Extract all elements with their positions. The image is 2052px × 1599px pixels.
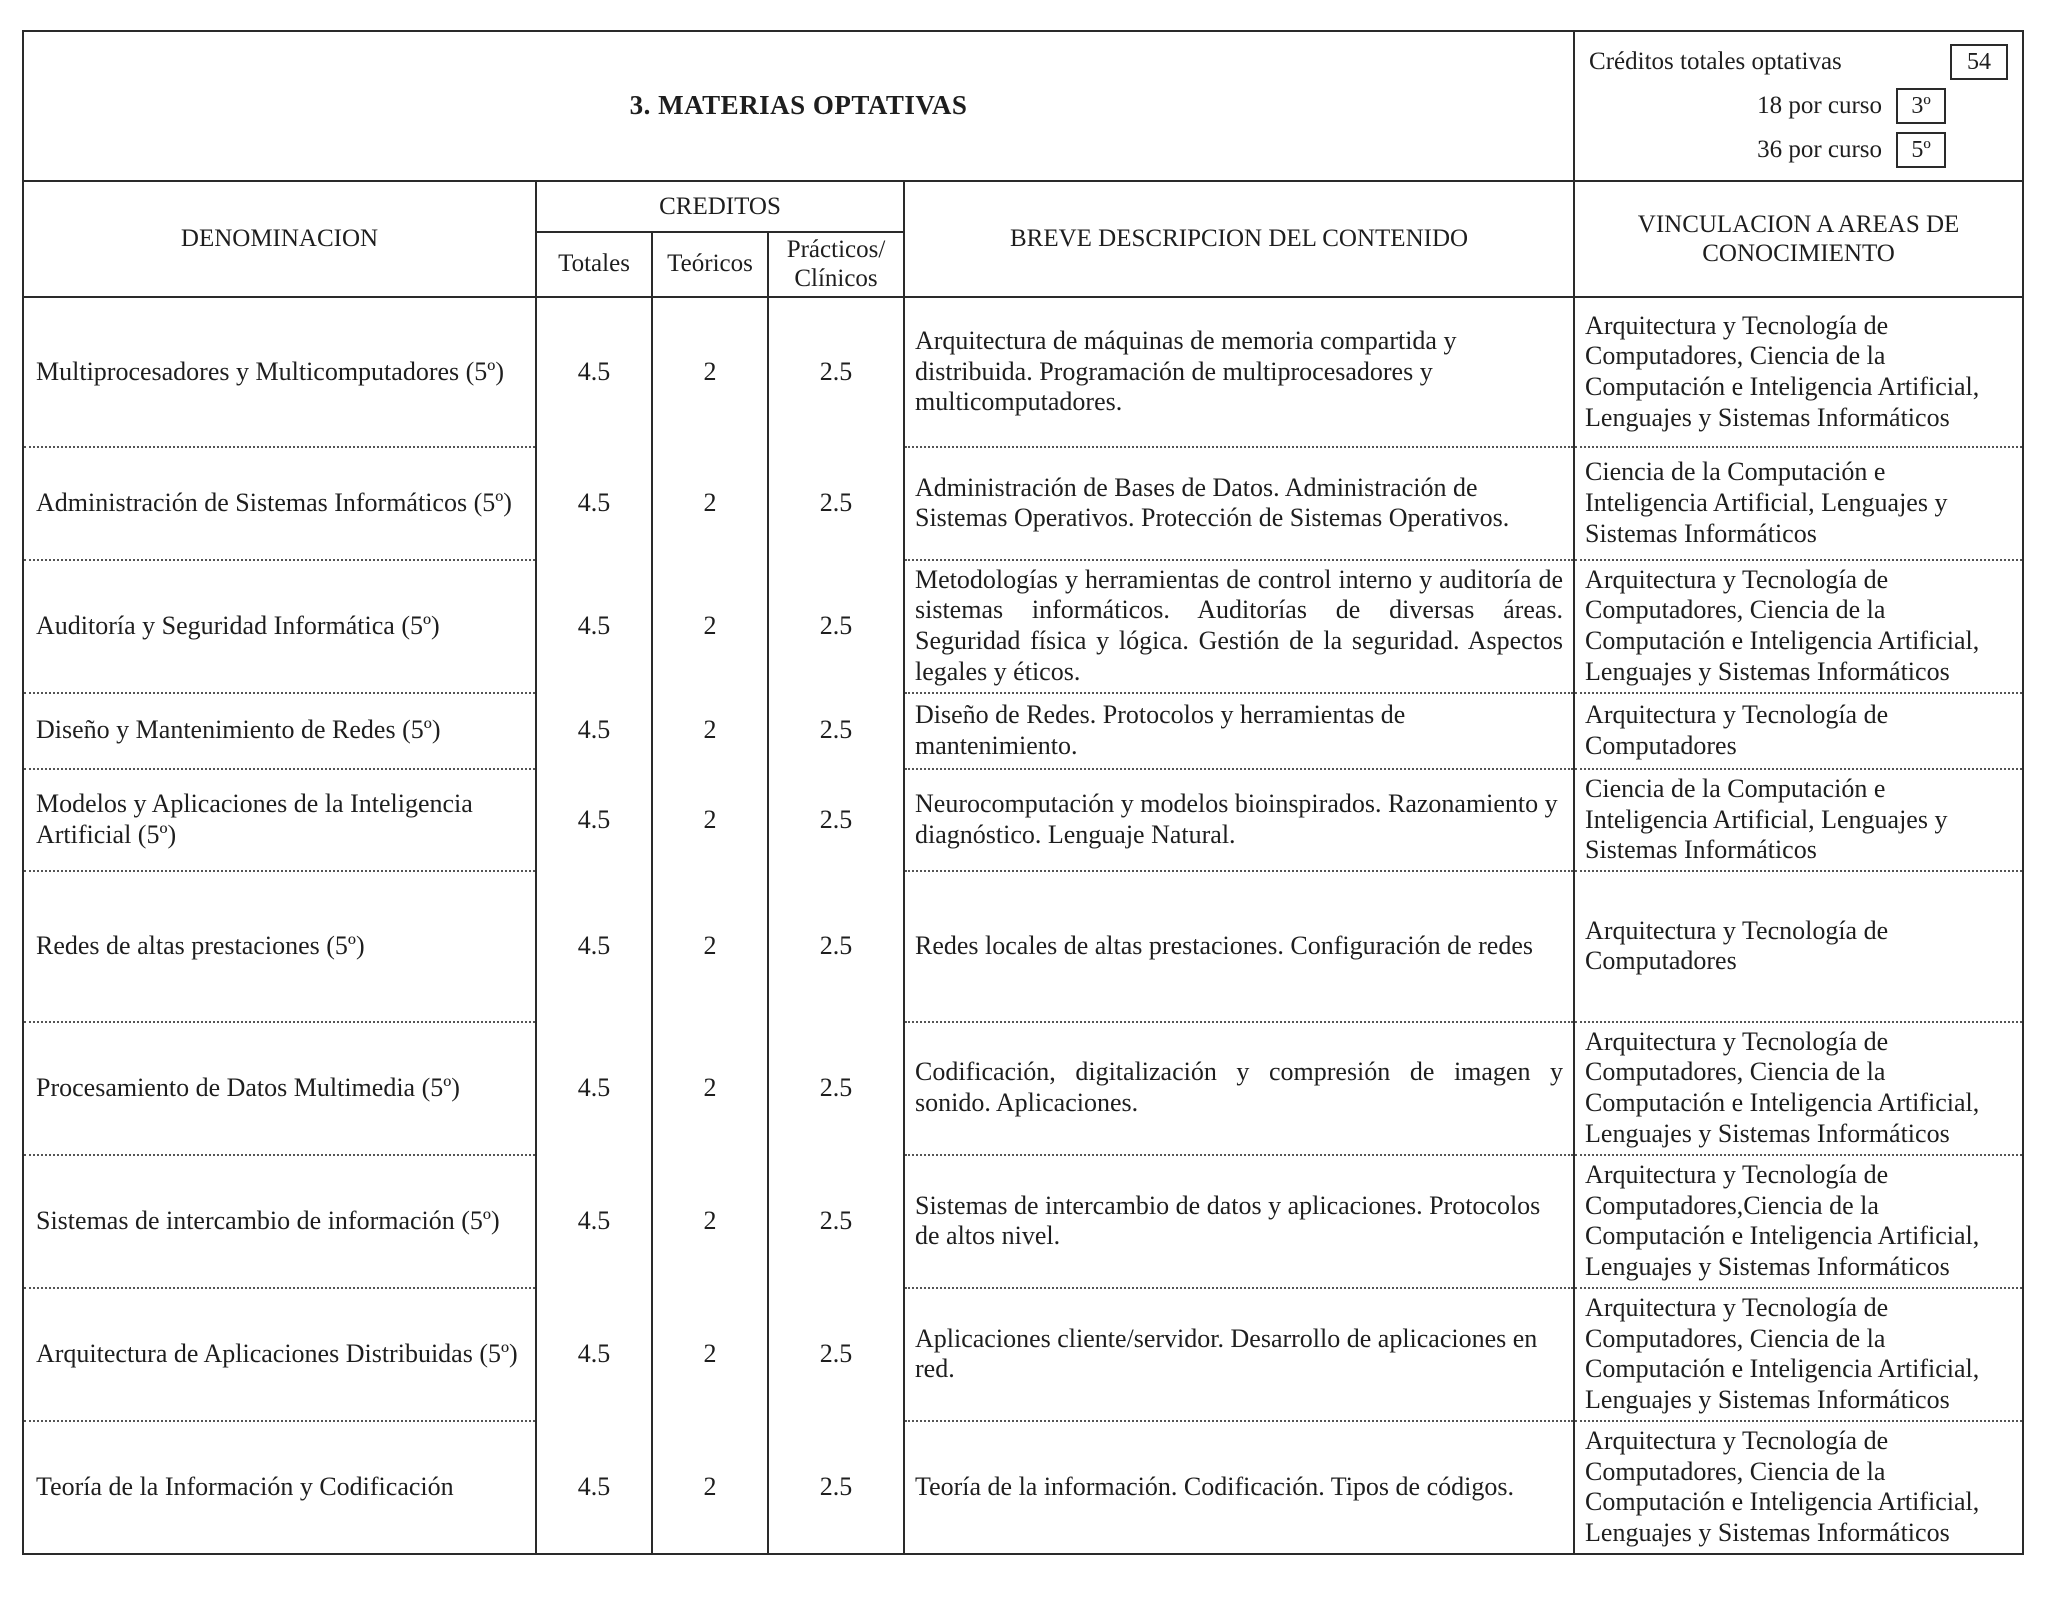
credits-totales: 4.5 [536, 1421, 652, 1554]
subject-description: Diseño de Redes. Protocolos y herramientas de mantenimiento. [904, 693, 1574, 769]
subject-description: Codificación, digitalización y compresión de imagen y sonido. Aplicaciones. [904, 1022, 1574, 1155]
subject-description: Teoría de la información. Codificación. Tipos de códigos. [904, 1421, 1574, 1554]
credits-total-label: Créditos totales optativas [1589, 48, 1842, 76]
credits-practicos: 2.5 [768, 1288, 904, 1421]
credits-totales: 4.5 [536, 871, 652, 1021]
knowledge-areas: Arquitectura y Tecnología de Computadores [1574, 871, 2023, 1021]
table-row [23, 871, 2023, 1021]
credits-practicos: 2.5 [768, 769, 904, 871]
table-row [23, 1022, 2023, 1155]
credits-totales: 4.5 [536, 1288, 652, 1421]
table-row [23, 693, 2023, 769]
subject-name: Administración de Sistemas Informáticos (5º) [23, 447, 536, 559]
subject-name: Diseño y Mantenimiento de Redes (5º) [23, 693, 536, 769]
table-row [23, 769, 2023, 871]
header-denominacion: DENOMINACION [23, 181, 536, 296]
knowledge-areas: Ciencia de la Computación e Inteligencia Artificial, Lenguajes y Sistemas Informáticos [1574, 769, 2023, 871]
credits-teoricos: 2 [652, 871, 768, 1021]
subject-name: Teoría de la Información y Codificación [23, 1421, 536, 1554]
credits-total-value: 54 [1950, 44, 2008, 80]
credits-line-course: 5º [1896, 132, 1946, 168]
subject-description: Arquitectura de máquinas de memoria compartida y distribuida. Programación de multiprocesadores y multicomputadores. [904, 297, 1574, 447]
knowledge-areas: Arquitectura y Tecnología de Computadores, Ciencia de la Computación e Inteligencia Artificial, Lenguajes y Sistemas Informáticos [1574, 1421, 2023, 1554]
credits-practicos: 2.5 [768, 297, 904, 447]
header-descripcion: BREVE DESCRIPCION DEL CONTENIDO [904, 181, 1574, 296]
subject-description: Neurocomputación y modelos bioinspirados. Razonamiento y diagnóstico. Lenguaje Natural. [904, 769, 1574, 871]
header-totales: Totales [536, 232, 652, 297]
credits-line-5 [1589, 128, 2008, 172]
table-row [23, 1288, 2023, 1421]
title-row [23, 31, 2023, 181]
credits-total-line [1589, 40, 2008, 84]
credits-teoricos: 2 [652, 1022, 768, 1155]
table-row [23, 1155, 2023, 1288]
credits-practicos: 2.5 [768, 1022, 904, 1155]
credits-totales: 4.5 [536, 693, 652, 769]
subject-name: Modelos y Aplicaciones de la Inteligencia Artificial (5º) [23, 769, 536, 871]
subject-description: Metodologías y herramientas de control interno y auditoría de sistemas informáticos. Auditorías de diversas áreas. Seguridad física y lógica. Gestión de la seguridad. Aspectos legales y éticos. [904, 560, 1574, 693]
credits-totales: 4.5 [536, 560, 652, 693]
subject-description: Redes locales de altas prestaciones. Configuración de redes [904, 871, 1574, 1021]
subject-name: Auditoría y Seguridad Informática (5º) [23, 560, 536, 693]
credits-practicos: 2.5 [768, 1155, 904, 1288]
header-row-1 [23, 181, 2023, 231]
subject-description: Sistemas de intercambio de datos y aplicaciones. Protocolos de altos nivel. [904, 1155, 1574, 1288]
credits-practicos: 2.5 [768, 560, 904, 693]
credits-teoricos: 2 [652, 560, 768, 693]
knowledge-areas: Arquitectura y Tecnología de Computadores, Ciencia de la Computación e Inteligencia Artificial, Lenguajes y Sistemas Informáticos [1574, 1288, 2023, 1421]
credits-practicos: 2.5 [768, 871, 904, 1021]
credits-totales: 4.5 [536, 1155, 652, 1288]
knowledge-areas: Arquitectura y Tecnología de Computadores, Ciencia de la Computación e Inteligencia Artificial, Lenguajes y Sistemas Informáticos [1574, 1022, 2023, 1155]
credits-totales: 4.5 [536, 769, 652, 871]
table-row [23, 1421, 2023, 1554]
credits-totales: 4.5 [536, 1022, 652, 1155]
credits-teoricos: 2 [652, 1421, 768, 1554]
credits-teoricos: 2 [652, 447, 768, 559]
credits-summary [1574, 31, 2023, 181]
knowledge-areas: Ciencia de la Computación e Inteligencia Artificial, Lenguajes y Sistemas Informáticos [1574, 447, 2023, 559]
knowledge-areas: Arquitectura y Tecnología de Computadores,Ciencia de la Computación e Inteligencia Artificial, Lenguajes y Sistemas Informáticos [1574, 1155, 2023, 1288]
credits-teoricos: 2 [652, 297, 768, 447]
knowledge-areas: Arquitectura y Tecnología de Computadores, Ciencia de la Computación e Inteligencia Artificial, Lenguajes y Sistemas Informáticos [1574, 297, 2023, 447]
subject-name: Arquitectura de Aplicaciones Distribuidas (5º) [23, 1288, 536, 1421]
knowledge-areas: Arquitectura y Tecnología de Computadores, Ciencia de la Computación e Inteligencia Artificial, Lenguajes y Sistemas Informáticos [1574, 560, 2023, 693]
credits-line-course: 3º [1896, 88, 1946, 124]
table-row [23, 560, 2023, 693]
subject-description: Aplicaciones cliente/servidor. Desarrollo de aplicaciones en red. [904, 1288, 1574, 1421]
credits-teoricos: 2 [652, 1155, 768, 1288]
credits-line-3 [1589, 84, 2008, 128]
subject-name: Redes de altas prestaciones (5º) [23, 871, 536, 1021]
credits-teoricos: 2 [652, 1288, 768, 1421]
credits-practicos: 2.5 [768, 447, 904, 559]
header-creditos: CREDITOS [536, 181, 904, 231]
credits-totales: 4.5 [536, 447, 652, 559]
subject-name: Sistemas de intercambio de información (5º) [23, 1155, 536, 1288]
header-practicos: Prácticos/ Clínicos [768, 232, 904, 297]
optional-subjects-table [22, 30, 2024, 1555]
credits-teoricos: 2 [652, 693, 768, 769]
credits-totales: 4.5 [536, 297, 652, 447]
credits-line-label: 36 por curso [1757, 136, 1883, 164]
subject-name: Multiprocesadores y Multicomputadores (5º) [23, 297, 536, 447]
subject-description: Administración de Bases de Datos. Administración de Sistemas Operativos. Protección de Sistemas Operativos. [904, 447, 1574, 559]
table-row [23, 447, 2023, 559]
knowledge-areas: Arquitectura y Tecnología de Computadores [1574, 693, 2023, 769]
header-vinculacion: VINCULACION A AREAS DE CONOCIMIENTO [1574, 181, 2023, 296]
section-title: 3. MATERIAS OPTATIVAS [23, 31, 1574, 181]
subject-name: Procesamiento de Datos Multimedia (5º) [23, 1022, 536, 1155]
credits-line-label: 18 por curso [1757, 92, 1883, 120]
credits-teoricos: 2 [652, 769, 768, 871]
table-row [23, 297, 2023, 447]
header-teoricos: Teóricos [652, 232, 768, 297]
credits-practicos: 2.5 [768, 693, 904, 769]
document-page [22, 30, 2022, 1555]
credits-practicos: 2.5 [768, 1421, 904, 1554]
